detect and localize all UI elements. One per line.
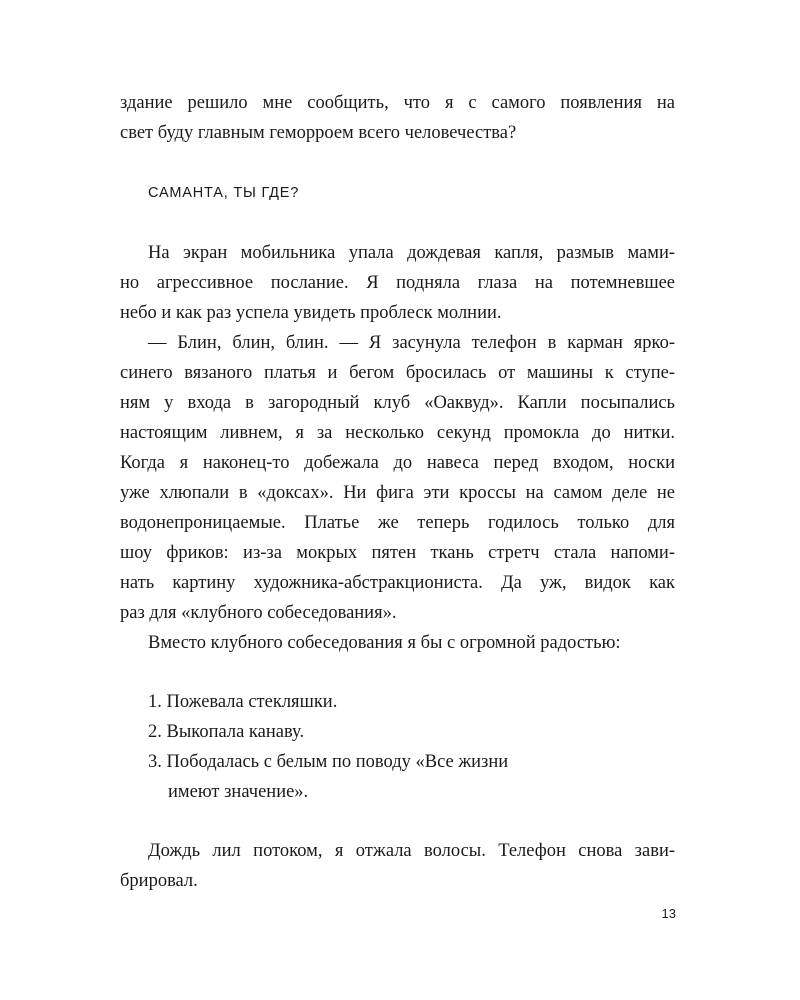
paragraph-3 — [120, 628, 675, 658]
numbered-list — [120, 687, 675, 807]
text-line: уже хлюпали в «доксах». Ни фига эти кроссы на самом деле не — [120, 483, 675, 503]
paragraph-4 — [120, 836, 675, 896]
page-number: 13 — [661, 906, 676, 921]
text-line: свет буду главным геморроем всего человечества? — [120, 123, 517, 143]
paragraph-intro — [120, 88, 675, 148]
text-line: настоящим ливнем, я за несколько секунд промокла до нитки. — [120, 423, 675, 443]
text-line: нать картину художника-абстракциониста. Да уж, видок как — [120, 573, 675, 593]
list-item: 2. Выкопала канаву. — [148, 722, 305, 742]
text-line: раз для «клубного собеседования». — [120, 603, 397, 623]
paragraph-1 — [120, 238, 675, 328]
spacer — [120, 658, 675, 687]
text-line: брировал. — [120, 871, 198, 891]
text-line: шоу фриков: из-за мокрых пятен ткань стретч стала напоми- — [120, 543, 675, 563]
paragraph-2 — [120, 328, 675, 628]
text-line: Когда я наконец-то добежала до навеса перед входом, носки — [120, 453, 675, 473]
text-line: ням у входа в загородный клуб «Оаквуд». Капли посыпались — [120, 393, 675, 413]
text-line: На экран мобильника упала дождевая капля, размыв мами- — [148, 243, 675, 263]
text-line: но агрессивное послание. Я подняла глаза на потемневшее — [120, 273, 675, 293]
text-line: Дождь лил потоком, я отжала волосы. Телефон снова зави- — [148, 841, 675, 861]
book-page — [120, 88, 675, 896]
list-item-continuation: имеют значение». — [168, 782, 309, 802]
list-item: 3. Пободалась с белым по поводу «Все жизни — [148, 752, 509, 772]
text-line: — Блин, блин, блин. — Я засунула телефон в карман ярко- — [148, 333, 675, 353]
text-line: синего вязаного платья и бегом бросилась от машины к ступе- — [120, 363, 675, 383]
text-line: Вместо клубного собеседования я бы с огромной радостью: — [148, 633, 621, 653]
spacer — [120, 807, 675, 836]
text-line: небо и как раз успела увидеть проблеск молнии. — [120, 303, 502, 323]
chapter-heading: САМАНТА, ТЫ ГДЕ? — [148, 185, 300, 201]
list-item: 1. Пожевала стекляшки. — [148, 692, 338, 712]
text-line: водонепроницаемые. Платье же теперь годилось только для — [120, 513, 675, 533]
text-line: здание решило мне сообщить, что я с самого появления на — [120, 93, 675, 113]
